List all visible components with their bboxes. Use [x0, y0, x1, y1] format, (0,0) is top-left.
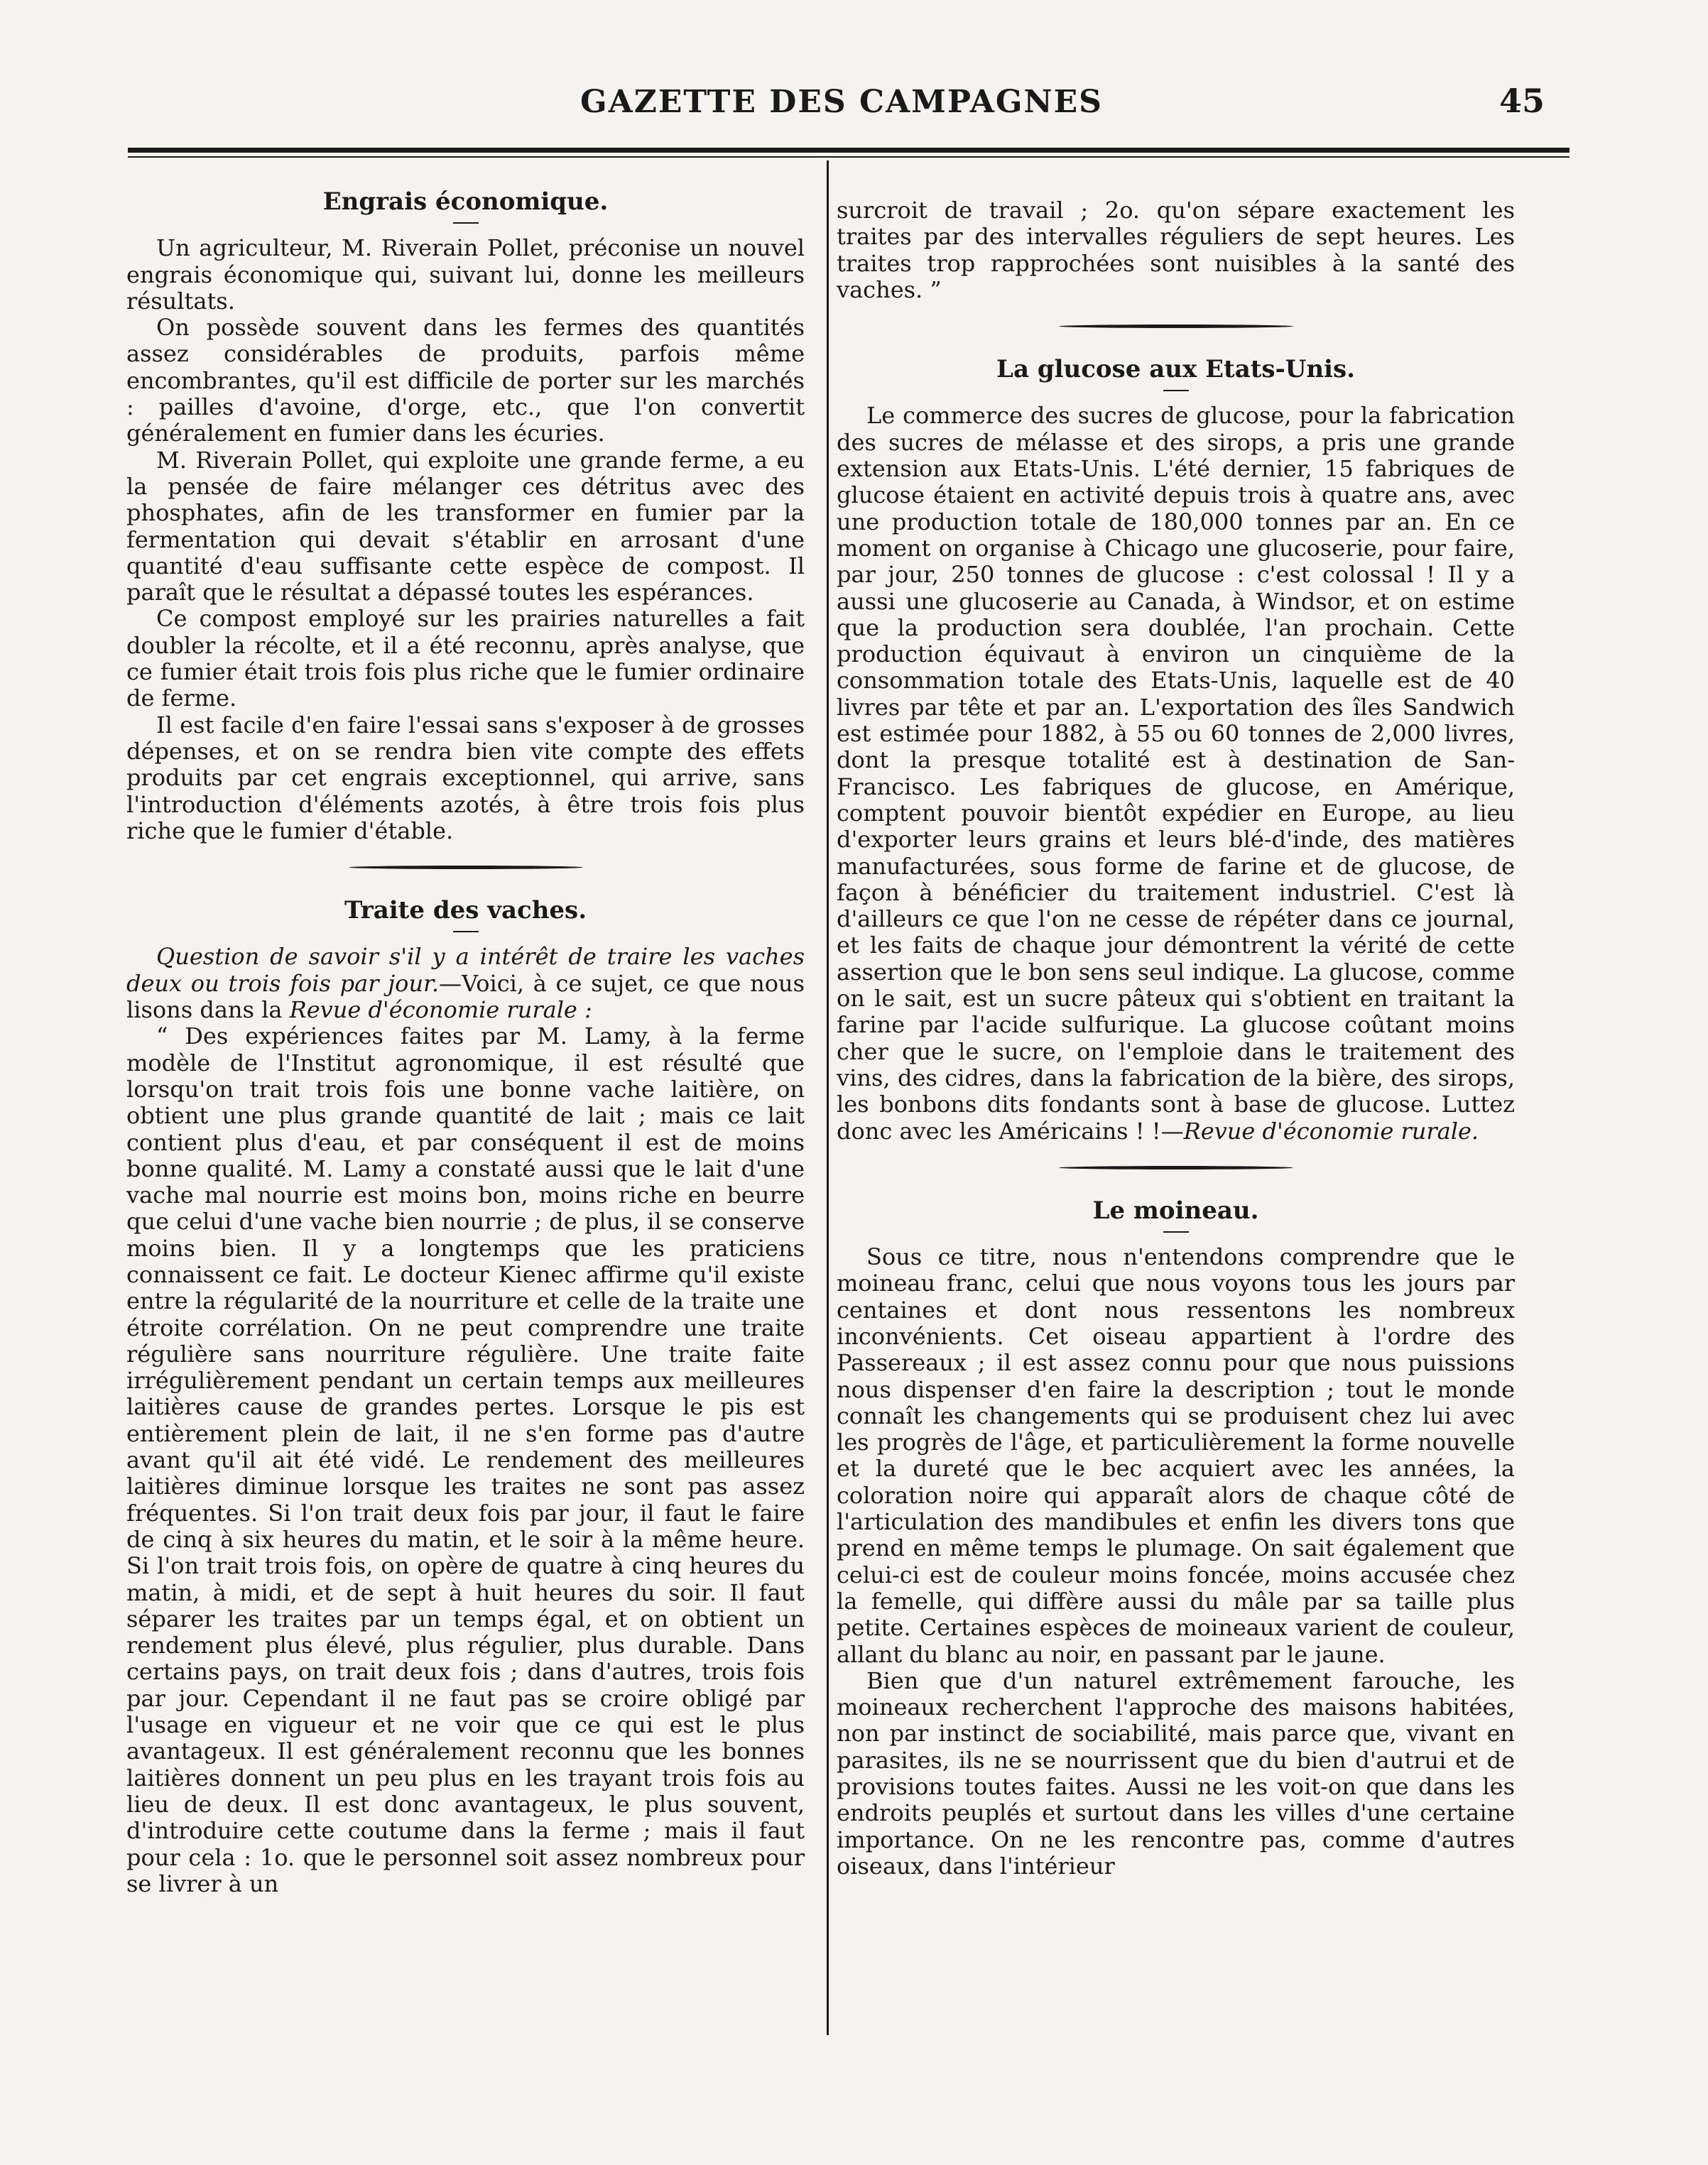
article-separator [349, 866, 583, 869]
paragraph: M. Riverain Pollet, qui exploite une grande ferme, a eu la pensée de faire mélanger ces détritus avec des phosphates, afin de les transformer en fumier par la fermentation qui devait s'établir en arrosant d'une quantité d'eau suffisante cette espèce de compost. Il paraît que le résultat a dépassé toutes les espérances. [126, 446, 805, 606]
article-heading-moineau: Le moineau. [1092, 1196, 1259, 1225]
article-separator [1059, 1166, 1293, 1169]
intro-text: —Voici, à ce sujet, ce que nous lisons dans la [126, 969, 805, 1024]
paragraph: On possède souvent dans les fermes des quantités assez considérables de produits, parfois même encombrantes, qu'il est difficile de porter sur les marchés : pailles d'avoine, d'orge, etc., que l'on convertit généralement en fumier dans les écuries. [126, 314, 805, 447]
paragraph [837, 403, 1515, 1144]
continued-paragraph: surcroit de travail ; 2o. qu'on sépare exactement les traites par des intervalles réguliers de sept heures. Les traites trop rapprochées sont nuisibles à la santé des vaches. ” [837, 197, 1515, 303]
intro-source: Revue d'économie rurale : [289, 996, 592, 1024]
intro-question: Question de savoir s'il y a intérêt de traire les vaches deux ou trois fois par jour. [126, 943, 805, 997]
article-heading-engrais: Engrais économique. [322, 187, 609, 216]
header-rule-thin [128, 156, 1570, 158]
paragraph: Un agriculteur, M. Riverain Pollet, préconise un nouvel engrais économique qui, suivant lui, donne les meilleurs résultats. [126, 234, 805, 315]
glucose-body: Le commerce des sucres de glucose, pour la fabrication des sucres de mélasse et des sirops, a pris une grande extension aux Etats-Unis. L'été dernier, 15 fabriques de glucose étaient en activité depuis trois à quatre ans, avec une production totale de 180,000 tonnes par an. En ce moment on organise à Chicago une glucoserie, pour faire, par jour, 250 tonnes de glucose : c'est colossal ! Il y a aussi une glucoserie au Canada, à Windsor, et on estime que la production sera doublée, l'an prochain. Cette production équivaut à environ un cinquième de la consommation totale des Etats-Unis, laquelle est de 40 livres par tête et par an. L'exportation des îles Sandwich est estimée pour 1882, à 55 ou 60 tonnes de 2,000 livres, dont la presque totalité est à destination de San-Francisco. Les fabriques de glucose, en Amérique, comptent pouvoir bientôt expédier en Europe, au lieu d'exporter leurs grains et leurs blé-d'inde, des matières manufacturées, sous forme de farine et de glucose, de façon à bénéficier du traitement industriel. C'est là d'ailleurs ce que l'on ne cesse de répéter dans ce journal, et les faits de chaque jour démontrent la vérité de cette assertion que le bon sens seul indique. La glucose, comme on le sait, est un sucre pâteux qui s'obtient en traitant la farine par l'acide sulfurique. La glucose coûtant moins cher que le sucre, on l'emploie dans le traitement des vins, des cidres, dans la fabrication de la bière, des sirops, les bonbons dits fondants sont à base de glucose. Luttez donc avec les Américains ! !— [837, 402, 1515, 1145]
column-divider [827, 160, 829, 2035]
left-column [126, 185, 805, 1897]
article-heading-glucose: La glucose aux Etats-Unis. [996, 355, 1355, 384]
paragraph: Bien que d'un naturel extrêmement farouche, les moineaux recherchent l'approche des maisons habitées, non par instinct de sociabilité, mais parce que, vivant en parasites, ils ne se nourrissent que du bien d'autrui et de provisions toutes faites. Aussi ne les voit-on que dans les endroits peuplés et surtout dans les villes d'une certaine importance. On ne les rencontre pas, comme d'autres oiseaux, dans l'intérieur [837, 1667, 1515, 1880]
heading-dash [1163, 390, 1189, 391]
paragraph: Sous ce titre, nous n'entendons comprendre que le moineau franc, celui que nous voyons tous les jours par centaines et dont nous ressentons les nombreux inconvénients. Cet oiseau appartient à l'ordre des Passereaux ; il est assez connu pour que nous puissions nous dispenser d'en faire la description ; tout le monde connaît les changements qui se produisent chez lui avec les progrès de l'âge, et particulièrement la forme nouvelle et la dureté que le bec acquiert avec les années, la coloration noire qui apparaît alors de chaque côté de l'articulation des mandibules et enfin les divers tons que prend en même temps le plumage. On sait également que celui-ci est de couleur moins foncée, moins accusée chez la femelle, qui diffère aussi du mâle par sa taille plus petite. Certaines espèces de moineaux varient de couleur, allant du blanc au noir, en passant par le jaune. [837, 1243, 1515, 1668]
heading-dash [453, 222, 479, 224]
article-separator [1059, 325, 1293, 328]
intro-paragraph [126, 944, 805, 1023]
paragraph: Ce compost employé sur les prairies naturelles a fait doubler la récolte, et il a été reconnu, après analyse, que ce fumier était trois fois plus riche que le fumier ordinaire de ferme. [126, 605, 805, 712]
quote-paragraph: “ Des expériences faites par M. Lamy, à la ferme modèle de l'Institut agronomique, il est résulté que lorsqu'on trait trois fois une bonne vache laitière, on obtient une plus grande quantité de lait ; mais ce lait contient plus d'eau, et par conséquent il est de moins bonne qualité. M. Lamy a constaté aussi que le lait d'une vache mal nourrie est moins bon, moins riche en beurre que celui d'une vache bien nourrie ; de plus, il se conserve moins bien. Il y a longtemps que les praticiens connaissent ce fait. Le docteur Kienec affirme qu'il existe entre la régularité de la nourriture et celle de la traite une étroite corrélation. On ne peut comprendre une traite régulière sans nourriture régulière. Une traite faite irrégulièrement pendant un certain temps aux meilleures laitières cause de grandes pertes. Lorsque le pis est entièrement plein de lait, il ne s'en forme pas d'autre avant qu'il ait été vidé. Le rendement des meilleures laitières diminue lorsque les traites ne sont pas assez fréquentes. Si l'on trait deux fois par jour, il faut le faire de cinq à six heures du matin, et le soir à la même heure. Si l'on trait trois fois, on opère de quatre à cinq heures du matin, à midi, et de sept à huit heures du soir. Il faut séparer les traites par un temps égal, et on obtient un rendement plus élevé, plus régulier, plus durable. Dans certains pays, on trait deux fois ; dans d'autres, trois fois par jour. Cependant il ne faut pas se croire obligé par l'usage en vigueur et ne voir que ce qui est le plus avantageux. Il est généralement reconnu que les bonnes laitières donnent un peu plus en les trayant trois fois au lieu de deux. Il est donc avantageux, le plus souvent, d'introduire cette coutume dans la ferme ; mais il faut pour cela : 1o. que le personnel soit assez nombreux pour se livrer à un [126, 1022, 805, 1897]
page-number: 45 [1498, 82, 1545, 120]
heading-dash [453, 931, 479, 932]
header-rule [128, 148, 1570, 153]
running-head: GAZETTE DES CAMPAGNES [580, 84, 1103, 120]
paragraph: Il est facile d'en faire l'essai sans s'exposer à de grosses dépenses, et on se rendra bien vite compte des effets produits par cet engrais exceptionnel, qui arrive, sans l'introduction d'éléments azotés, à être trois fois plus riche que le fumier d'étable. [126, 711, 805, 844]
heading-dash [1163, 1231, 1189, 1233]
right-column [837, 197, 1515, 1880]
glucose-source: Revue d'économie rurale. [1183, 1117, 1479, 1145]
article-heading-traite: Traite des vaches. [344, 896, 587, 925]
